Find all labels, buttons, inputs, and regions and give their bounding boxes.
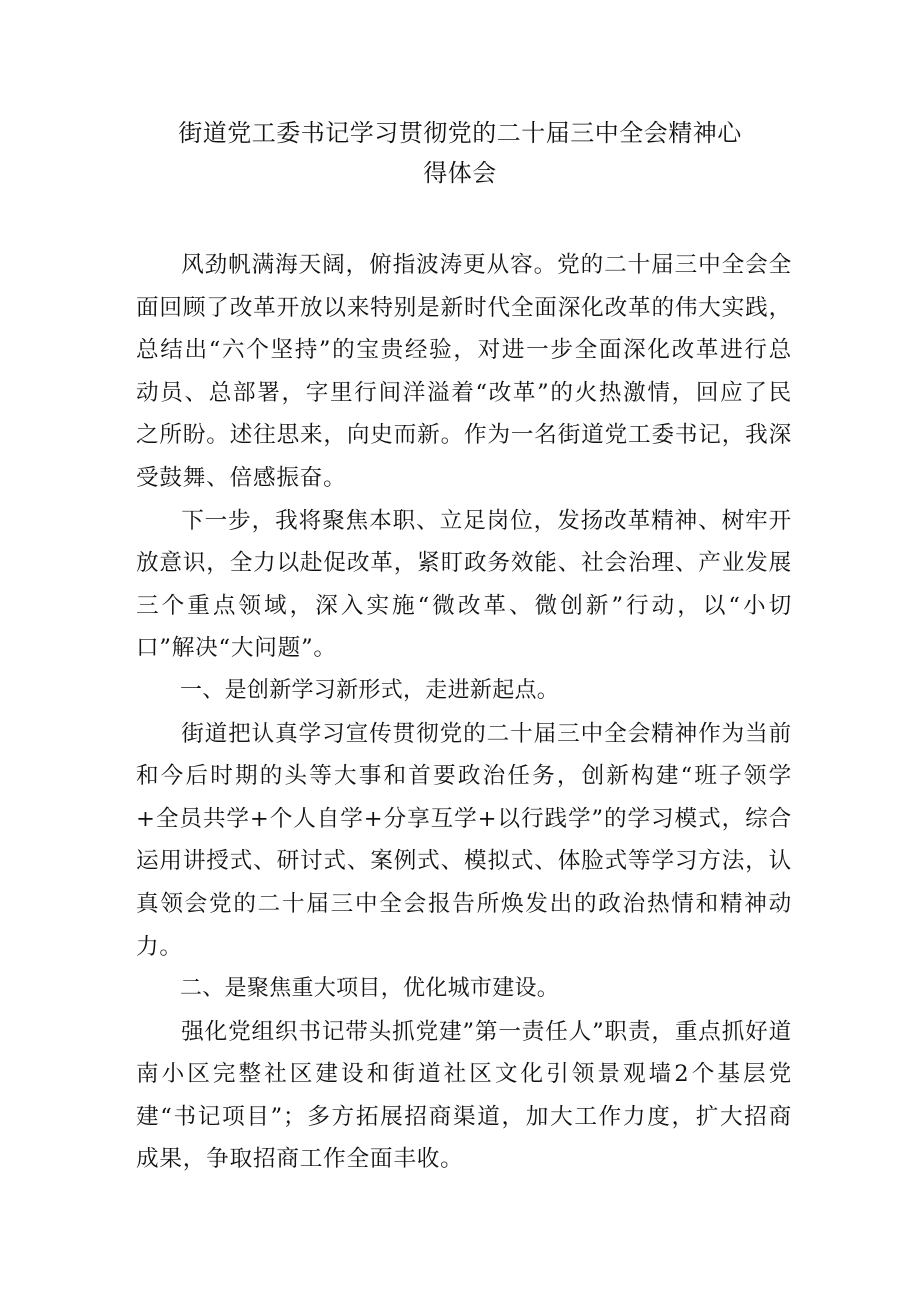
document-title-line-1: 街道党工委书记学习贯彻党的二十届三中全会精神心 [178, 119, 742, 147]
section-2-heading: 二、是聚焦重大项目，优化城市建设。 [180, 976, 560, 1002]
document-title-line-2: 得体会 [423, 159, 497, 187]
intro-paragraph: 风劲帆满海天阔，俯指波涛更从容。党的二十届三中全会全面回顾了改革开放以来特别是新时代全面深化改革的伟大实践，总结出“六个坚持”的宝贵经验，对进一步全面深化改革进行总动员、总部署，字里行间洋溢着“改革”的火热激情，回应了民之所盼。述往思来，向史而新。作为一名街道党工委书记，我深受鼓舞、倍感振奋。 [136, 252, 792, 491]
plan-paragraph: 下一步，我将聚焦本职、立足岗位，发扬改革精神、树牢开放意识，全力以赴促改革，紧盯政务效能、社会治理、产业发展三个重点领域，深入实施“微改革、微创新”行动，以“小切口”解决“大问题”。 [136, 507, 792, 662]
section-1-body: 街道把认真学习宣传贯彻党的二十届三中全会精神作为当前和今后时期的头等大事和首要政治任务，创新构建“班子领学+全员共学+个人自学+分享互学+以行践学”的学习模式，综合运用讲授式、研讨式、案例式、模拟式、体脸式等学习方法，认真领会党的二十届三中全会报告所焕发出的政治热情和精神动力。 [136, 720, 792, 960]
document-body [136, 244, 792, 1181]
section-1-heading: 一、是创新学习新形式，走进新起点。 [180, 677, 560, 703]
section-2-body: 强化党组织书记带头抓党建”第一责任人”职责，重点抓好道南小区完整社区建设和街道社区文化引领景观墙2个基层党建“书记项目”；多方拓展招商渠道，加大工作力度，扩大招商成果，争取招商工作全面丰收。 [136, 1018, 792, 1173]
